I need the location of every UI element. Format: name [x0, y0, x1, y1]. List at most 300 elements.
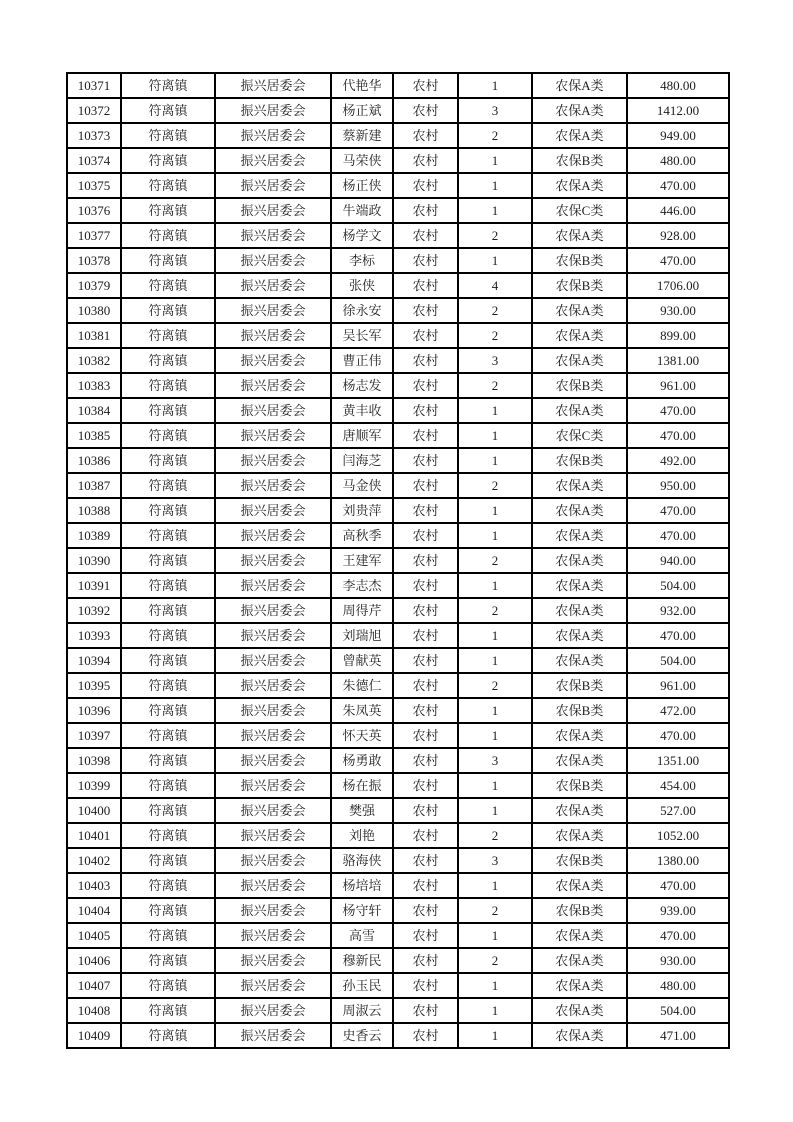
town-cell: 符离镇 — [121, 948, 215, 973]
person-name-cell: 杨在振 — [331, 773, 393, 798]
serial-number-cell: 10399 — [67, 773, 121, 798]
table-row — [67, 123, 729, 148]
table-row — [67, 848, 729, 873]
amount-cell: 1380.00 — [627, 848, 729, 873]
committee-cell: 振兴居委会 — [215, 223, 331, 248]
serial-number-cell: 10407 — [67, 973, 121, 998]
person-count-cell: 3 — [458, 848, 532, 873]
residence-type-cell: 农村 — [393, 223, 458, 248]
residence-type-cell: 农村 — [393, 698, 458, 723]
serial-number-cell: 10403 — [67, 873, 121, 898]
person-count-cell: 1 — [458, 973, 532, 998]
insurance-category-cell: 农保C类 — [532, 423, 627, 448]
person-count-cell: 1 — [458, 723, 532, 748]
committee-cell: 振兴居委会 — [215, 973, 331, 998]
insurance-category-cell: 农保A类 — [532, 748, 627, 773]
serial-number-cell: 10375 — [67, 173, 121, 198]
person-count-cell: 3 — [458, 348, 532, 373]
table-row — [67, 923, 729, 948]
insurance-category-cell: 农保A类 — [532, 648, 627, 673]
person-name-cell: 樊强 — [331, 798, 393, 823]
town-cell: 符离镇 — [121, 398, 215, 423]
person-name-cell: 杨守轩 — [331, 898, 393, 923]
amount-cell: 446.00 — [627, 198, 729, 223]
amount-cell: 470.00 — [627, 173, 729, 198]
town-cell: 符离镇 — [121, 423, 215, 448]
serial-number-cell: 10373 — [67, 123, 121, 148]
table-row — [67, 323, 729, 348]
amount-cell: 961.00 — [627, 673, 729, 698]
residence-type-cell: 农村 — [393, 273, 458, 298]
serial-number-cell: 10385 — [67, 423, 121, 448]
person-name-cell: 周淑云 — [331, 998, 393, 1023]
person-name-cell: 孙玉民 — [331, 973, 393, 998]
committee-cell: 振兴居委会 — [215, 823, 331, 848]
town-cell: 符离镇 — [121, 898, 215, 923]
serial-number-cell: 10380 — [67, 298, 121, 323]
amount-cell: 1052.00 — [627, 823, 729, 848]
amount-cell: 480.00 — [627, 973, 729, 998]
amount-cell: 504.00 — [627, 648, 729, 673]
committee-cell: 振兴居委会 — [215, 648, 331, 673]
town-cell: 符离镇 — [121, 673, 215, 698]
town-cell: 符离镇 — [121, 648, 215, 673]
insurance-category-cell: 农保B类 — [532, 673, 627, 698]
person-count-cell: 1 — [458, 173, 532, 198]
table-row — [67, 348, 729, 373]
insurance-category-cell: 农保A类 — [532, 973, 627, 998]
town-cell: 符离镇 — [121, 973, 215, 998]
insurance-category-cell: 农保A类 — [532, 723, 627, 748]
table-row — [67, 873, 729, 898]
table-row — [67, 948, 729, 973]
amount-cell: 470.00 — [627, 723, 729, 748]
person-name-cell: 代艳华 — [331, 73, 393, 98]
amount-cell: 454.00 — [627, 773, 729, 798]
table-row — [67, 648, 729, 673]
serial-number-cell: 10378 — [67, 248, 121, 273]
person-name-cell: 高秋季 — [331, 523, 393, 548]
benefits-roster-table — [66, 72, 730, 1049]
committee-cell: 振兴居委会 — [215, 748, 331, 773]
serial-number-cell: 10384 — [67, 398, 121, 423]
insurance-category-cell: 农保A类 — [532, 823, 627, 848]
committee-cell: 振兴居委会 — [215, 723, 331, 748]
committee-cell: 振兴居委会 — [215, 398, 331, 423]
person-count-cell: 1 — [458, 923, 532, 948]
person-count-cell: 2 — [458, 323, 532, 348]
person-name-cell: 杨正斌 — [331, 98, 393, 123]
residence-type-cell: 农村 — [393, 823, 458, 848]
serial-number-cell: 10382 — [67, 348, 121, 373]
town-cell: 符离镇 — [121, 473, 215, 498]
amount-cell: 930.00 — [627, 948, 729, 973]
committee-cell: 振兴居委会 — [215, 348, 331, 373]
residence-type-cell: 农村 — [393, 998, 458, 1023]
person-count-cell: 2 — [458, 948, 532, 973]
amount-cell: 930.00 — [627, 298, 729, 323]
insurance-category-cell: 农保B类 — [532, 773, 627, 798]
serial-number-cell: 10372 — [67, 98, 121, 123]
insurance-category-cell: 农保A类 — [532, 948, 627, 973]
amount-cell: 961.00 — [627, 373, 729, 398]
person-count-cell: 3 — [458, 98, 532, 123]
serial-number-cell: 10394 — [67, 648, 121, 673]
town-cell: 符离镇 — [121, 198, 215, 223]
town-cell: 符离镇 — [121, 323, 215, 348]
person-name-cell: 刘艳 — [331, 823, 393, 848]
table-row — [67, 448, 729, 473]
amount-cell: 492.00 — [627, 448, 729, 473]
person-count-cell: 1 — [458, 523, 532, 548]
town-cell: 符离镇 — [121, 1023, 215, 1048]
table-row — [67, 623, 729, 648]
town-cell: 符离镇 — [121, 848, 215, 873]
person-count-cell: 2 — [458, 298, 532, 323]
committee-cell: 振兴居委会 — [215, 523, 331, 548]
insurance-category-cell: 农保A类 — [532, 173, 627, 198]
person-count-cell: 1 — [458, 773, 532, 798]
town-cell: 符离镇 — [121, 298, 215, 323]
committee-cell: 振兴居委会 — [215, 598, 331, 623]
committee-cell: 振兴居委会 — [215, 623, 331, 648]
insurance-category-cell: 农保A类 — [532, 348, 627, 373]
person-count-cell: 2 — [458, 548, 532, 573]
person-name-cell: 张侠 — [331, 273, 393, 298]
residence-type-cell: 农村 — [393, 198, 458, 223]
table-row — [67, 598, 729, 623]
serial-number-cell: 10404 — [67, 898, 121, 923]
insurance-category-cell: 农保A类 — [532, 523, 627, 548]
serial-number-cell: 10400 — [67, 798, 121, 823]
amount-cell: 504.00 — [627, 998, 729, 1023]
residence-type-cell: 农村 — [393, 248, 458, 273]
insurance-category-cell: 农保A类 — [532, 798, 627, 823]
serial-number-cell: 10379 — [67, 273, 121, 298]
table-row — [67, 998, 729, 1023]
serial-number-cell: 10376 — [67, 198, 121, 223]
person-count-cell: 4 — [458, 273, 532, 298]
committee-cell: 振兴居委会 — [215, 923, 331, 948]
insurance-category-cell: 农保B类 — [532, 848, 627, 873]
committee-cell: 振兴居委会 — [215, 673, 331, 698]
table-row — [67, 98, 729, 123]
residence-type-cell: 农村 — [393, 573, 458, 598]
town-cell: 符离镇 — [121, 873, 215, 898]
serial-number-cell: 10395 — [67, 673, 121, 698]
insurance-category-cell: 农保B类 — [532, 898, 627, 923]
table-row — [67, 423, 729, 448]
insurance-category-cell: 农保B类 — [532, 373, 627, 398]
person-name-cell: 朱凤英 — [331, 698, 393, 723]
table-row — [67, 398, 729, 423]
serial-number-cell: 10391 — [67, 573, 121, 598]
person-name-cell: 杨志发 — [331, 373, 393, 398]
person-count-cell: 2 — [458, 123, 532, 148]
person-name-cell: 王建军 — [331, 548, 393, 573]
town-cell: 符离镇 — [121, 773, 215, 798]
serial-number-cell: 10406 — [67, 948, 121, 973]
amount-cell: 504.00 — [627, 573, 729, 598]
town-cell: 符离镇 — [121, 748, 215, 773]
town-cell: 符离镇 — [121, 598, 215, 623]
amount-cell: 932.00 — [627, 598, 729, 623]
table-row — [67, 198, 729, 223]
insurance-category-cell: 农保B类 — [532, 273, 627, 298]
town-cell: 符离镇 — [121, 823, 215, 848]
person-count-cell: 1 — [458, 623, 532, 648]
person-name-cell: 蔡新建 — [331, 123, 393, 148]
amount-cell: 1706.00 — [627, 273, 729, 298]
committee-cell: 振兴居委会 — [215, 323, 331, 348]
residence-type-cell: 农村 — [393, 298, 458, 323]
residence-type-cell: 农村 — [393, 648, 458, 673]
person-name-cell: 李标 — [331, 248, 393, 273]
insurance-category-cell: 农保B类 — [532, 698, 627, 723]
serial-number-cell: 10371 — [67, 73, 121, 98]
table-row — [67, 248, 729, 273]
residence-type-cell: 农村 — [393, 973, 458, 998]
residence-type-cell: 农村 — [393, 348, 458, 373]
person-name-cell: 怀天英 — [331, 723, 393, 748]
town-cell: 符离镇 — [121, 923, 215, 948]
amount-cell: 480.00 — [627, 73, 729, 98]
serial-number-cell: 10409 — [67, 1023, 121, 1048]
person-count-cell: 1 — [458, 398, 532, 423]
person-count-cell: 2 — [458, 898, 532, 923]
committee-cell: 振兴居委会 — [215, 423, 331, 448]
serial-number-cell: 10387 — [67, 473, 121, 498]
serial-number-cell: 10398 — [67, 748, 121, 773]
residence-type-cell: 农村 — [393, 373, 458, 398]
person-name-cell: 马荣侠 — [331, 148, 393, 173]
table-row — [67, 223, 729, 248]
table-row — [67, 798, 729, 823]
person-count-cell: 2 — [458, 373, 532, 398]
serial-number-cell: 10397 — [67, 723, 121, 748]
committee-cell: 振兴居委会 — [215, 373, 331, 398]
person-count-cell: 1 — [458, 798, 532, 823]
person-name-cell: 骆海侠 — [331, 848, 393, 873]
amount-cell: 949.00 — [627, 123, 729, 148]
person-count-cell: 1 — [458, 448, 532, 473]
committee-cell: 振兴居委会 — [215, 948, 331, 973]
person-name-cell: 曹正伟 — [331, 348, 393, 373]
committee-cell: 振兴居委会 — [215, 898, 331, 923]
table-body — [67, 73, 729, 1048]
committee-cell: 振兴居委会 — [215, 998, 331, 1023]
amount-cell: 928.00 — [627, 223, 729, 248]
insurance-category-cell: 农保A类 — [532, 398, 627, 423]
town-cell: 符离镇 — [121, 498, 215, 523]
insurance-category-cell: 农保A类 — [532, 598, 627, 623]
table-row — [67, 523, 729, 548]
table-row — [67, 298, 729, 323]
table-row — [67, 173, 729, 198]
table-row — [67, 673, 729, 698]
person-count-cell: 1 — [458, 998, 532, 1023]
committee-cell: 振兴居委会 — [215, 448, 331, 473]
residence-type-cell: 农村 — [393, 548, 458, 573]
insurance-category-cell: 农保C类 — [532, 198, 627, 223]
insurance-category-cell: 农保A类 — [532, 323, 627, 348]
serial-number-cell: 10392 — [67, 598, 121, 623]
town-cell: 符离镇 — [121, 573, 215, 598]
person-name-cell: 高雪 — [331, 923, 393, 948]
committee-cell: 振兴居委会 — [215, 473, 331, 498]
serial-number-cell: 10393 — [67, 623, 121, 648]
residence-type-cell: 农村 — [393, 398, 458, 423]
town-cell: 符离镇 — [121, 723, 215, 748]
person-name-cell: 杨正侠 — [331, 173, 393, 198]
person-name-cell: 刘贵萍 — [331, 498, 393, 523]
person-name-cell: 穆新民 — [331, 948, 393, 973]
person-name-cell: 杨培培 — [331, 873, 393, 898]
amount-cell: 939.00 — [627, 898, 729, 923]
amount-cell: 950.00 — [627, 473, 729, 498]
serial-number-cell: 10381 — [67, 323, 121, 348]
person-count-cell: 3 — [458, 748, 532, 773]
committee-cell: 振兴居委会 — [215, 873, 331, 898]
serial-number-cell: 10396 — [67, 698, 121, 723]
person-name-cell: 杨勇敢 — [331, 748, 393, 773]
person-count-cell: 1 — [458, 148, 532, 173]
residence-type-cell: 农村 — [393, 448, 458, 473]
serial-number-cell: 10408 — [67, 998, 121, 1023]
person-count-cell: 1 — [458, 498, 532, 523]
insurance-category-cell: 农保A类 — [532, 998, 627, 1023]
amount-cell: 940.00 — [627, 548, 729, 573]
serial-number-cell: 10401 — [67, 823, 121, 848]
residence-type-cell: 农村 — [393, 723, 458, 748]
town-cell: 符离镇 — [121, 698, 215, 723]
insurance-category-cell: 农保B类 — [532, 148, 627, 173]
table-row — [67, 548, 729, 573]
person-name-cell: 周得芹 — [331, 598, 393, 623]
table-row — [67, 148, 729, 173]
town-cell: 符离镇 — [121, 998, 215, 1023]
residence-type-cell: 农村 — [393, 773, 458, 798]
insurance-category-cell: 农保A类 — [532, 573, 627, 598]
town-cell: 符离镇 — [121, 123, 215, 148]
residence-type-cell: 农村 — [393, 898, 458, 923]
amount-cell: 899.00 — [627, 323, 729, 348]
table-row — [67, 73, 729, 98]
insurance-category-cell: 农保B类 — [532, 248, 627, 273]
insurance-category-cell: 农保A类 — [532, 1023, 627, 1048]
insurance-category-cell: 农保A类 — [532, 548, 627, 573]
committee-cell: 振兴居委会 — [215, 798, 331, 823]
residence-type-cell: 农村 — [393, 748, 458, 773]
insurance-category-cell: 农保A类 — [532, 73, 627, 98]
committee-cell: 振兴居委会 — [215, 273, 331, 298]
serial-number-cell: 10383 — [67, 373, 121, 398]
person-name-cell: 史香云 — [331, 1023, 393, 1048]
town-cell: 符离镇 — [121, 223, 215, 248]
residence-type-cell: 农村 — [393, 123, 458, 148]
committee-cell: 振兴居委会 — [215, 548, 331, 573]
table-row — [67, 723, 729, 748]
insurance-category-cell: 农保A类 — [532, 873, 627, 898]
amount-cell: 470.00 — [627, 398, 729, 423]
person-name-cell: 牛端政 — [331, 198, 393, 223]
committee-cell: 振兴居委会 — [215, 198, 331, 223]
town-cell: 符离镇 — [121, 798, 215, 823]
person-count-cell: 2 — [458, 598, 532, 623]
residence-type-cell: 农村 — [393, 848, 458, 873]
table-row — [67, 973, 729, 998]
table-row — [67, 373, 729, 398]
residence-type-cell: 农村 — [393, 873, 458, 898]
amount-cell: 480.00 — [627, 148, 729, 173]
person-name-cell: 黄丰收 — [331, 398, 393, 423]
person-name-cell: 马金侠 — [331, 473, 393, 498]
person-count-cell: 2 — [458, 823, 532, 848]
committee-cell: 振兴居委会 — [215, 98, 331, 123]
person-name-cell: 徐永安 — [331, 298, 393, 323]
town-cell: 符离镇 — [121, 523, 215, 548]
serial-number-cell: 10377 — [67, 223, 121, 248]
town-cell: 符离镇 — [121, 448, 215, 473]
person-count-cell: 1 — [458, 573, 532, 598]
person-name-cell: 闫海芝 — [331, 448, 393, 473]
table-row — [67, 748, 729, 773]
serial-number-cell: 10386 — [67, 448, 121, 473]
committee-cell: 振兴居委会 — [215, 773, 331, 798]
serial-number-cell: 10374 — [67, 148, 121, 173]
person-count-cell: 2 — [458, 673, 532, 698]
committee-cell: 振兴居委会 — [215, 848, 331, 873]
insurance-category-cell: 农保A类 — [532, 498, 627, 523]
person-count-cell: 1 — [458, 73, 532, 98]
insurance-category-cell: 农保B类 — [532, 448, 627, 473]
residence-type-cell: 农村 — [393, 173, 458, 198]
residence-type-cell: 农村 — [393, 1023, 458, 1048]
person-name-cell: 刘瑞旭 — [331, 623, 393, 648]
table-row — [67, 273, 729, 298]
person-name-cell: 吴长军 — [331, 323, 393, 348]
table-row — [67, 773, 729, 798]
residence-type-cell: 农村 — [393, 98, 458, 123]
person-count-cell: 1 — [458, 248, 532, 273]
insurance-category-cell: 农保A类 — [532, 473, 627, 498]
amount-cell: 1381.00 — [627, 348, 729, 373]
town-cell: 符离镇 — [121, 148, 215, 173]
committee-cell: 振兴居委会 — [215, 573, 331, 598]
residence-type-cell: 农村 — [393, 523, 458, 548]
amount-cell: 470.00 — [627, 923, 729, 948]
town-cell: 符离镇 — [121, 173, 215, 198]
person-count-cell: 1 — [458, 423, 532, 448]
person-count-cell: 1 — [458, 648, 532, 673]
residence-type-cell: 农村 — [393, 423, 458, 448]
amount-cell: 1351.00 — [627, 748, 729, 773]
residence-type-cell: 农村 — [393, 73, 458, 98]
residence-type-cell: 农村 — [393, 598, 458, 623]
town-cell: 符离镇 — [121, 348, 215, 373]
amount-cell: 472.00 — [627, 698, 729, 723]
table-row — [67, 498, 729, 523]
residence-type-cell: 农村 — [393, 323, 458, 348]
person-count-cell: 1 — [458, 1023, 532, 1048]
amount-cell: 1412.00 — [627, 98, 729, 123]
committee-cell: 振兴居委会 — [215, 298, 331, 323]
residence-type-cell: 农村 — [393, 948, 458, 973]
amount-cell: 470.00 — [627, 248, 729, 273]
residence-type-cell: 农村 — [393, 623, 458, 648]
committee-cell: 振兴居委会 — [215, 148, 331, 173]
person-name-cell: 唐顺军 — [331, 423, 393, 448]
